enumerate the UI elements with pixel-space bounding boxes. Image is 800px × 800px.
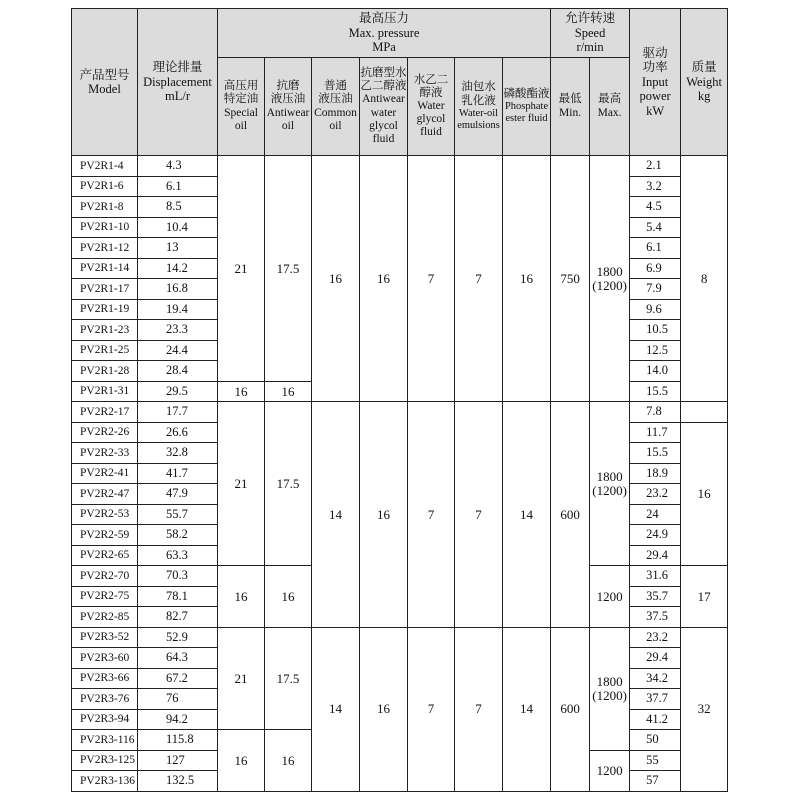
cell-power: 57 [630, 771, 681, 792]
spec-table-sheet [71, 8, 727, 792]
fluid-common-cn2: 液压油 [318, 93, 353, 106]
cell-model: PV2R2-59 [72, 525, 138, 546]
fluid-wg-cn1: 水乙二 [413, 73, 449, 86]
cell-power: 14.0 [630, 361, 681, 382]
cell-displacement: 67.2 [138, 668, 218, 689]
cell-power: 7.9 [630, 279, 681, 300]
cell-displacement: 29.5 [138, 381, 218, 402]
r3-antiwear-oil-low: 16 [265, 730, 312, 792]
cell-displacement: 4.3 [138, 156, 218, 177]
header-displacement-cn: 理论排量 [152, 60, 203, 75]
r3-water-glycol: 7 [408, 627, 455, 791]
cell-model: PV2R1-4 [72, 156, 138, 177]
cell-model: PV2R1-10 [72, 217, 138, 238]
cell-power: 3.2 [630, 176, 681, 197]
cell-model: PV2R2-47 [72, 484, 138, 505]
r3-speed-max-low: 1200 [590, 750, 630, 791]
header-fluid-phosphate [503, 58, 551, 156]
cell-power: 37.7 [630, 689, 681, 710]
header-weight-cn: 质量 [691, 60, 717, 75]
header-model [72, 9, 138, 156]
header-displacement-unit: mL/r [165, 89, 190, 104]
fluid-common-en2: oil [329, 119, 342, 132]
header-speed-en: Speed [574, 25, 606, 40]
fluid-ph-en1: Phosphate [504, 101, 549, 113]
cell-power: 29.4 [630, 648, 681, 669]
cell-displacement: 94.2 [138, 709, 218, 730]
cell-displacement: 32.8 [138, 443, 218, 464]
r3-speed-max [590, 627, 630, 750]
cell-model: PV2R3-94 [72, 709, 138, 730]
r1-weight: 8 [681, 156, 728, 402]
cell-power: 18.9 [630, 463, 681, 484]
fluid-common-en1: Common [314, 106, 357, 119]
r3-speed-min: 600 [551, 627, 590, 791]
r2-weight: 16 [681, 422, 728, 566]
header-displacement [138, 9, 218, 156]
r3-weight: 32 [681, 627, 728, 791]
r2-special-oil-low: 16 [218, 566, 265, 628]
r2-water-glycol: 7 [408, 402, 455, 628]
r3-speed-max-alt: (1200) [592, 687, 627, 703]
r1-speed-max-value: 1800 [596, 263, 623, 279]
header-input-power [630, 9, 681, 156]
cell-power: 9.6 [630, 299, 681, 320]
fluid-awg-cn2: 乙二醇液 [360, 80, 407, 93]
cell-model: PV2R2-75 [72, 586, 138, 607]
speed-max-en: Max. [597, 106, 622, 119]
fluid-special-cn2: 特定油 [223, 93, 259, 106]
cell-displacement: 28.4 [138, 361, 218, 382]
header-speed-unit: r/min [576, 40, 604, 55]
cell-power: 6.1 [630, 238, 681, 259]
cell-power: 41.2 [630, 709, 681, 730]
cell-power: 34.2 [630, 668, 681, 689]
r2-water-oil: 7 [455, 402, 503, 628]
cell-model: PV2R3-125 [72, 750, 138, 771]
header-weight-en: Weight [686, 74, 722, 89]
speed-max-cn: 最高 [598, 93, 622, 106]
cell-model: PV2R1-23 [72, 320, 138, 341]
cell-model: PV2R1-12 [72, 238, 138, 259]
cell-displacement: 47.9 [138, 484, 218, 505]
cell-model: PV2R2-17 [72, 402, 138, 423]
fluid-common-cn1: 普通 [324, 80, 347, 93]
r2-common-oil: 14 [312, 402, 360, 628]
cell-displacement: 132.5 [138, 771, 218, 792]
cell-power: 35.7 [630, 586, 681, 607]
cell-displacement: 78.1 [138, 586, 218, 607]
cell-power: 2.1 [630, 156, 681, 177]
cell-displacement: 17.7 [138, 402, 218, 423]
r1-water-oil: 7 [455, 156, 503, 402]
cell-power: 15.5 [630, 443, 681, 464]
r3-special-oil-low: 16 [218, 730, 265, 792]
cell-model: PV2R1-6 [72, 176, 138, 197]
cell-power: 23.2 [630, 484, 681, 505]
fluid-awg-cn1: 抗磨型水 [360, 66, 407, 79]
cell-displacement: 64.3 [138, 648, 218, 669]
cell-model: PV2R1-8 [72, 197, 138, 218]
cell-power: 37.5 [630, 607, 681, 628]
r1-speed-max [590, 156, 630, 402]
r1-speed-min: 750 [551, 156, 590, 402]
header-power-unit: kW [646, 103, 665, 118]
cell-displacement: 58.2 [138, 525, 218, 546]
r1-speed-max-alt: (1200) [592, 277, 627, 293]
cell-power: 10.5 [630, 320, 681, 341]
fluid-awg-en2: water [370, 106, 397, 119]
r1-antiwear-glycol: 16 [360, 156, 408, 402]
header-power-cn2: 功率 [642, 60, 668, 75]
cell-model: PV2R2-85 [72, 607, 138, 628]
cell-displacement: 10.4 [138, 217, 218, 238]
cell-displacement: 6.1 [138, 176, 218, 197]
cell-model: PV2R3-76 [72, 689, 138, 710]
header-power-en1: Input [641, 74, 669, 89]
cell-displacement: 82.7 [138, 607, 218, 628]
r3-speed-max-value: 1800 [596, 673, 623, 689]
header-fluid-common [312, 58, 360, 156]
r1-phosphate: 16 [503, 156, 551, 402]
cell-power: 55 [630, 750, 681, 771]
header-weight-unit: kg [697, 89, 711, 104]
speed-min-en: Min. [559, 106, 582, 119]
r3-phosphate: 14 [503, 627, 551, 791]
cell-displacement: 52.9 [138, 627, 218, 648]
fluid-wg-en3: fluid [420, 126, 442, 139]
cell-model: PV2R1-17 [72, 279, 138, 300]
cell-power: 7.8 [630, 402, 681, 423]
cell-power: 24 [630, 504, 681, 525]
fluid-special-en1: Special [224, 106, 258, 119]
header-speed-min [551, 58, 590, 156]
cell-displacement: 14.2 [138, 258, 218, 279]
cell-power: 31.6 [630, 566, 681, 587]
r2-weight-low: 17 [681, 566, 728, 628]
cell-power: 24.9 [630, 525, 681, 546]
header-model-en: Model [88, 82, 121, 97]
r1-common-oil: 16 [312, 156, 360, 402]
fluid-wo-cn2: 乳化液 [461, 94, 496, 107]
fluid-wo-en1: Water-oil [458, 107, 499, 119]
fluid-awg-en1: Antiwear [362, 93, 405, 106]
header-power-en2: power [639, 89, 671, 104]
cell-model: PV2R3-116 [72, 730, 138, 751]
cell-power: 29.4 [630, 545, 681, 566]
cell-power: 6.9 [630, 258, 681, 279]
cell-model: PV2R2-70 [72, 566, 138, 587]
cell-power: 4.5 [630, 197, 681, 218]
r3-common-oil: 14 [312, 627, 360, 791]
cell-displacement: 8.5 [138, 197, 218, 218]
cell-model: PV2R1-31 [72, 381, 138, 402]
header-fluid-water-glycol [408, 58, 455, 156]
fluid-ph-cn: 磷酸酯液 [503, 87, 550, 100]
r2-speed-max [590, 402, 630, 566]
header-speed-max [590, 58, 630, 156]
r2-speed-max-value: 1800 [596, 468, 623, 484]
cell-displacement: 115.8 [138, 730, 218, 751]
cell-power: 12.5 [630, 340, 681, 361]
header-power-cn1: 驱动 [642, 46, 668, 61]
cell-model: PV2R3-136 [72, 771, 138, 792]
r1-antiwear-oil-last: 16 [265, 381, 312, 402]
r2-phosphate: 14 [503, 402, 551, 628]
r2-antiwear-glycol: 16 [360, 402, 408, 628]
cell-displacement: 19.4 [138, 299, 218, 320]
r2-speed-max-low: 1200 [590, 566, 630, 628]
fluid-antiwear-en1: Antiwear [266, 106, 310, 119]
cell-power: 5.4 [630, 217, 681, 238]
cell-model: PV2R1-28 [72, 361, 138, 382]
r2-speed-max-alt: (1200) [592, 482, 627, 498]
cell-model: PV2R3-66 [72, 668, 138, 689]
cell-model: PV2R2-65 [72, 545, 138, 566]
header-model-cn: 产品型号 [79, 67, 130, 82]
pump-spec-table [71, 8, 728, 792]
header-weight [681, 9, 728, 156]
cell-model: PV2R3-52 [72, 627, 138, 648]
cell-model: PV2R3-60 [72, 648, 138, 669]
fluid-wg-cn2: 醇液 [419, 86, 443, 99]
r3-water-oil: 7 [455, 627, 503, 791]
r1-water-glycol: 7 [408, 156, 455, 402]
r3-special-oil: 21 [218, 627, 265, 730]
header-speed-cn: 允许转速 [565, 11, 616, 26]
r1-special-oil: 21 [218, 156, 265, 382]
r2-special-oil: 21 [218, 402, 265, 566]
cell-displacement: 70.3 [138, 566, 218, 587]
r3-antiwear-oil: 17.5 [265, 627, 312, 730]
fluid-awg-en4: fluid [372, 133, 395, 145]
header-max-pressure-cn: 最高压力 [359, 11, 410, 26]
cell-displacement: 55.7 [138, 504, 218, 525]
header-max-pressure-en: Max. pressure [348, 25, 420, 40]
fluid-antiwear-cn1: 抗磨 [276, 80, 300, 93]
cell-power: 50 [630, 730, 681, 751]
cell-model: PV2R2-33 [72, 443, 138, 464]
r1-antiwear-oil: 17.5 [265, 156, 312, 382]
header-speed [551, 9, 630, 58]
cell-model: PV2R1-25 [72, 340, 138, 361]
cell-displacement: 26.6 [138, 422, 218, 443]
cell-displacement: 16.8 [138, 279, 218, 300]
header-fluid-antiwear [265, 58, 312, 156]
cell-displacement: 127 [138, 750, 218, 771]
header-displacement-en: Displacement [143, 74, 212, 89]
cell-displacement: 76 [138, 689, 218, 710]
cell-model: PV2R2-26 [72, 422, 138, 443]
fluid-antiwear-cn2: 液压油 [270, 93, 306, 106]
cell-displacement: 24.4 [138, 340, 218, 361]
header-fluid-water-oil [455, 58, 503, 156]
fluid-wg-en2: glycol [416, 113, 446, 126]
header-fluid-special [218, 58, 265, 156]
r2-weight-blank [681, 402, 728, 423]
header-max-pressure-unit: MPa [372, 40, 396, 55]
cell-displacement: 63.3 [138, 545, 218, 566]
fluid-ph-en2: ester fluid [505, 113, 548, 125]
cell-power: 15.5 [630, 381, 681, 402]
r2-speed-min: 600 [551, 402, 590, 628]
cell-model: PV2R1-14 [72, 258, 138, 279]
speed-min-cn: 最低 [558, 93, 582, 106]
cell-model: PV2R1-19 [72, 299, 138, 320]
r3-antiwear-glycol: 16 [360, 627, 408, 791]
fluid-wg-en1: Water [417, 99, 445, 112]
fluid-awg-en3: glycol [369, 119, 398, 132]
fluid-antiwear-en2: oil [281, 119, 295, 132]
cell-model: PV2R2-41 [72, 463, 138, 484]
r2-antiwear-oil: 17.5 [265, 402, 312, 566]
cell-displacement: 41.7 [138, 463, 218, 484]
cell-displacement: 23.3 [138, 320, 218, 341]
cell-power: 11.7 [630, 422, 681, 443]
fluid-wo-en2: emulsions [457, 119, 500, 131]
r1-special-oil-last: 16 [218, 381, 265, 402]
cell-model: PV2R2-53 [72, 504, 138, 525]
cell-displacement: 13 [138, 238, 218, 259]
r2-antiwear-oil-low: 16 [265, 566, 312, 628]
fluid-special-cn1: 高压用 [223, 80, 259, 93]
fluid-special-en2: oil [234, 119, 248, 132]
cell-power: 23.2 [630, 627, 681, 648]
header-fluid-antiwear-glycol [360, 58, 408, 156]
fluid-wo-cn1: 油包水 [461, 81, 496, 94]
header-max-pressure [218, 9, 551, 58]
